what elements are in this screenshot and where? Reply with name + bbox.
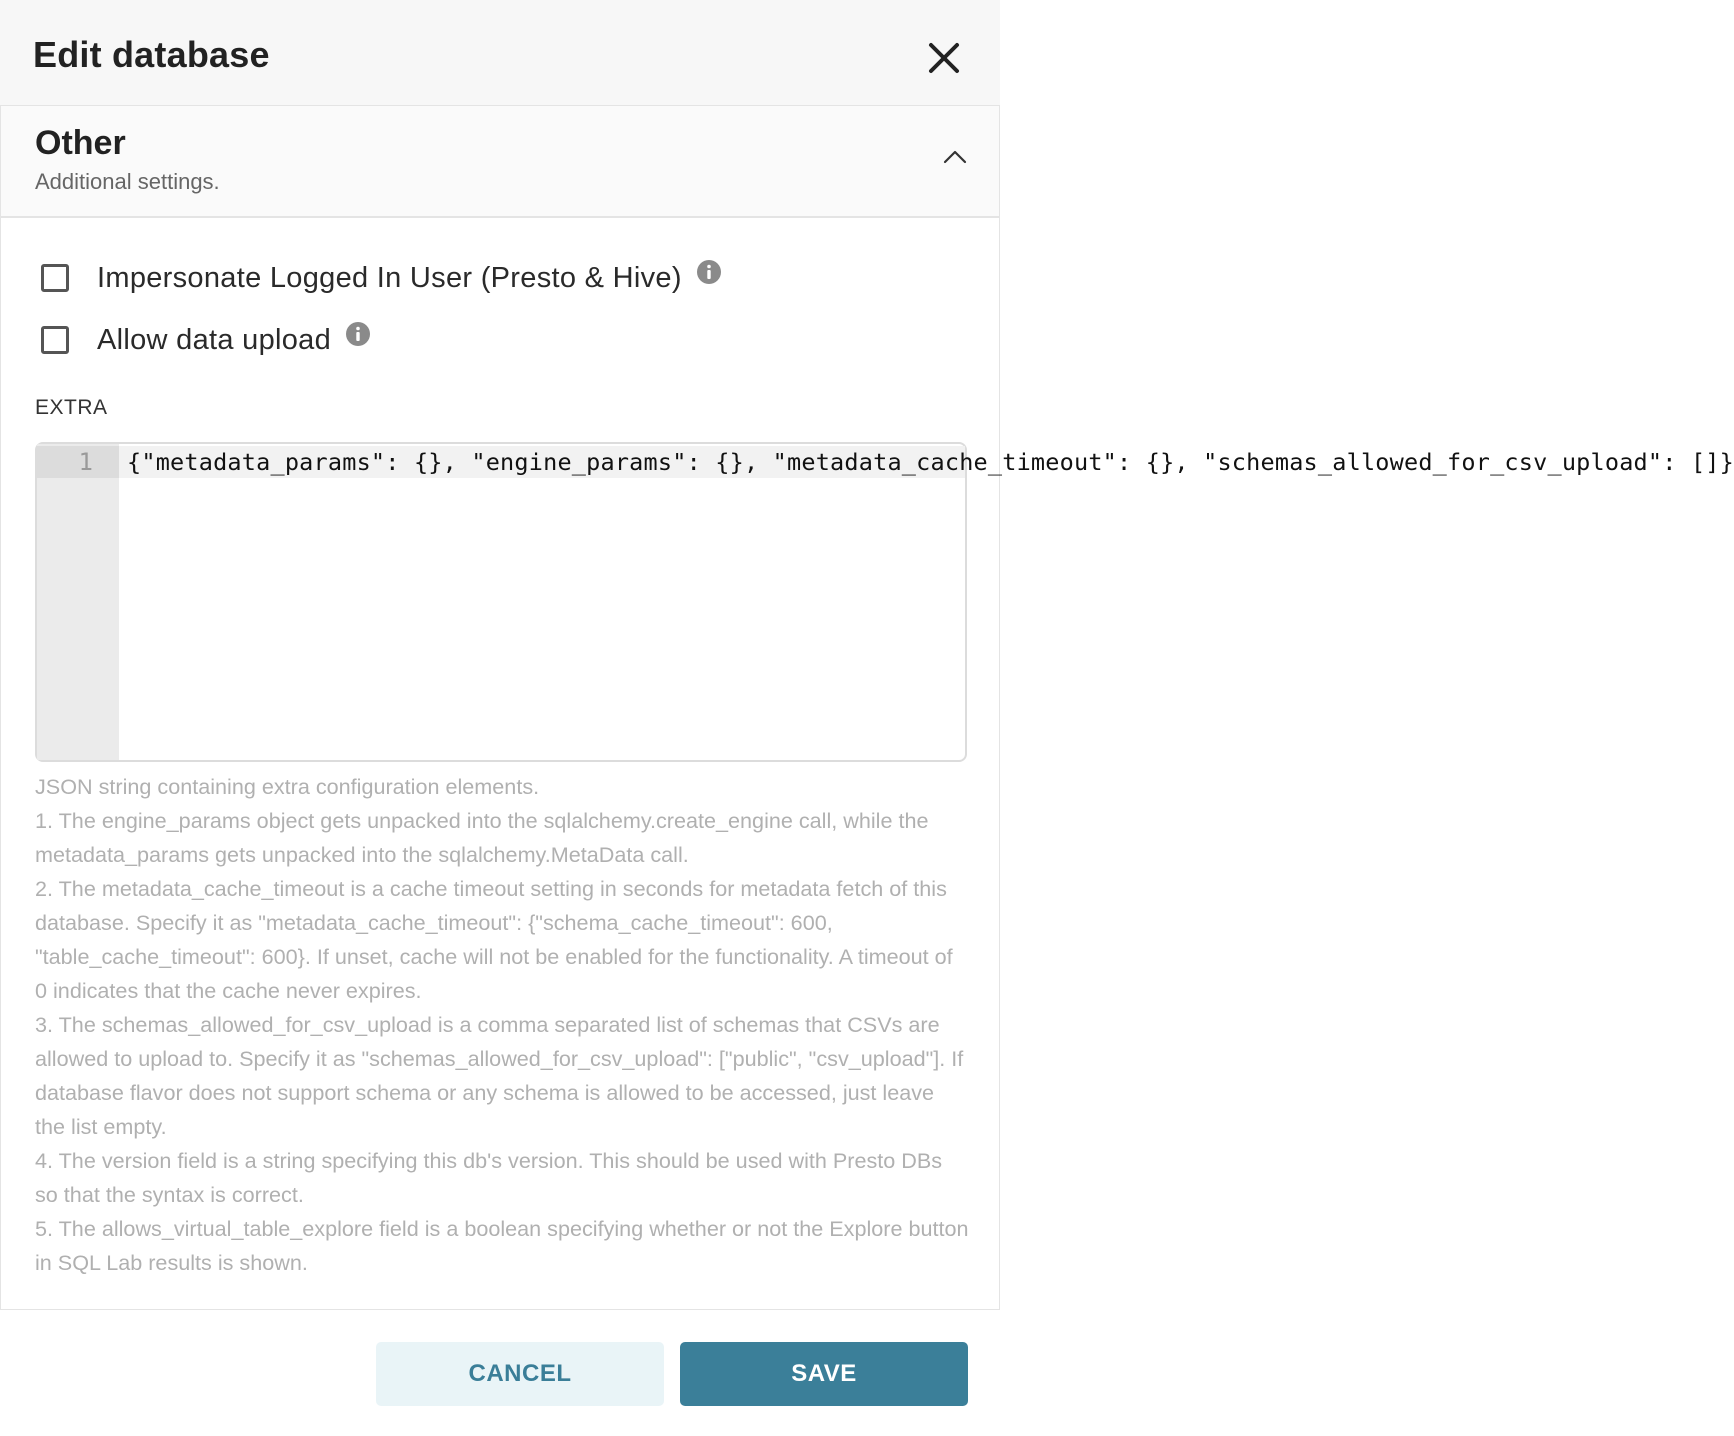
collapse-panel-header-other[interactable] <box>1 106 999 218</box>
extra-field-label: EXTRA <box>35 396 108 419</box>
line-number: 1 <box>78 448 93 476</box>
modal-title: Edit database <box>33 34 270 75</box>
editor-code-line[interactable]: {"metadata_params": {}, "engine_params": {}, "metadata_cache_timeout": {}, "schemas_allowed_for_csv_upload": []} <box>127 448 1734 476</box>
help-line: 2. The metadata_cache_timeout is a cache timeout setting in seconds for metadata fetch of this database. Specify it as "metadata_cache_timeout": {"schema_cache_timeout": 600, "table_cache_timeout": 600}. If unset, cache will not be enabled for the functionality. A timeout of 0 indicates that the cache never expires. <box>35 876 953 1003</box>
info-icon[interactable] <box>345 321 371 347</box>
help-line: JSON string containing extra configuration elements. <box>35 774 540 799</box>
cancel-button[interactable]: CANCEL <box>376 1342 664 1406</box>
help-line: 5. The allows_virtual_table_explore field is a boolean specifying whether or not the Explore button in SQL Lab results is shown. <box>35 1216 969 1275</box>
allow-upload-label: Allow data upload <box>97 323 332 356</box>
info-icon[interactable] <box>696 259 722 285</box>
modal-header <box>0 0 1000 106</box>
impersonate-user-checkbox[interactable] <box>41 264 69 292</box>
allow-upload-checkbox[interactable] <box>41 326 69 354</box>
close-button[interactable] <box>922 36 966 80</box>
chevron-up-icon[interactable] <box>941 146 969 166</box>
panel-title: Other <box>35 124 126 162</box>
editor-gutter <box>37 444 119 760</box>
modal-body <box>0 106 1734 1310</box>
help-line: 3. The schemas_allowed_for_csv_upload is a comma separated list of schemas that CSVs are allowed to upload to. Specify it as "schemas_allowed_for_csv_upload": ["public", "csv_upload"]. If database flavor does not support schema or any schema is allowed to be accessed, just leave the list empty. <box>35 1012 964 1139</box>
panel-subtitle: Additional settings. <box>35 169 220 194</box>
save-button[interactable]: SAVE <box>680 1342 968 1406</box>
modal-footer <box>0 1310 1000 1436</box>
impersonate-user-option <box>41 258 722 298</box>
impersonate-user-label: Impersonate Logged In User (Presto & Hive) <box>97 261 682 294</box>
close-icon <box>922 36 966 80</box>
help-line: 4. The version field is a string specifying this db's version. This should be used with Presto DBs so that the syntax is correct. <box>35 1148 943 1207</box>
allow-upload-option <box>41 320 371 360</box>
extra-help-text <box>35 770 970 1280</box>
extra-json-editor[interactable] <box>35 442 1734 762</box>
help-line: 1. The engine_params object gets unpacked into the sqlalchemy.create_engine call, while the metadata_params gets unpacked into the sqlalchemy.MetaData call. <box>35 808 929 867</box>
